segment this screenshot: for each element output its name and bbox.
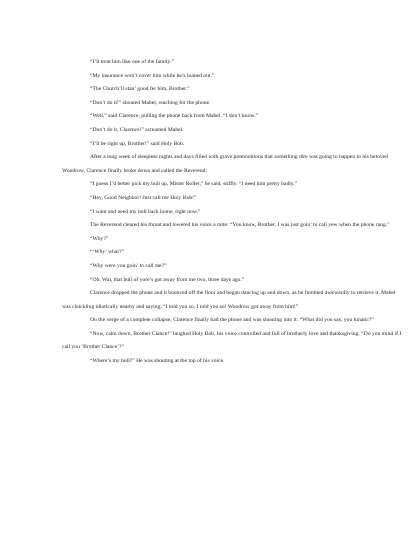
paragraph: “Why were you goin’ to call me?” <box>90 262 167 269</box>
paragraph: “I’ll be right up, Brother!” said Holy Bob. <box>90 140 185 147</box>
paragraph: On the verge of a complete collapse, Clarence finally had the phone and was shouting into it: “What did you say, you lunatic?” <box>90 317 374 324</box>
paragraph: “Why?” <box>90 235 109 242</box>
paragraph: Clarence dropped the phone and it bounced off the floor and began dancing up and down, as he fumbled awkwardly to retrieve it. Mabel was chuckling idiotically nearby and saying, “I told you so, I told you so! Woodrow got away from him!” <box>62 290 397 310</box>
paragraph: The Reverend cleared his throat and lowered his voice a mite: “You know, Brother, I was just goin’ to call yew when the phone rang.” <box>90 222 390 229</box>
paragraph: “The Church’ll stan’ good fer him, Brother.” <box>90 86 190 93</box>
paragraph: “Oh. Wal, that bull of yore’s got away from me two, three days ago.” <box>90 276 245 283</box>
paragraph: “Now, calm down, Brother Clance!” laughed Holy Bob, his voice controlled and full of brotherly love and thanksgiving. “Do you mind if I call you ‘Brother Clance’?” <box>62 330 403 351</box>
paragraph: “Well,” said Clarence, pulling the phone back from Mabel. “I don’t know.” <box>90 113 258 120</box>
paragraph: “My insurance won’t cover him while he’s loaned out.” <box>90 72 215 79</box>
paragraph: “Don’t do it, Clarence!” screamed Mabel. <box>90 126 184 133</box>
paragraph: After a long week of sleepless nights and days filled with grave premonitions that something dire was going to happen to his beloved Woodrow, Clarence finally broke down and called the Reverend: <box>62 154 390 174</box>
paragraph: “I want and need my bull back home, right now.” <box>90 208 201 215</box>
paragraph: “I guess I’d better pick my bull up, Mister Roller,” he said, stiffly. “I need him pretty badly.” <box>90 181 298 188</box>
paragraph: “Hey, Good Neighbor! Just call me Holy Bob!” <box>90 194 197 201</box>
paragraph: “‘Why’ what?” <box>90 249 124 256</box>
paragraph: “I’ll treat him like one of the family.” <box>90 59 174 65</box>
paragraph: “Don’t do it!” shouted Mabel, reaching for the phone. <box>90 99 211 106</box>
paragraph: “Where’s my bull?” He was shouting at the top of his voice. <box>90 358 225 365</box>
body-text <box>62 56 402 369</box>
